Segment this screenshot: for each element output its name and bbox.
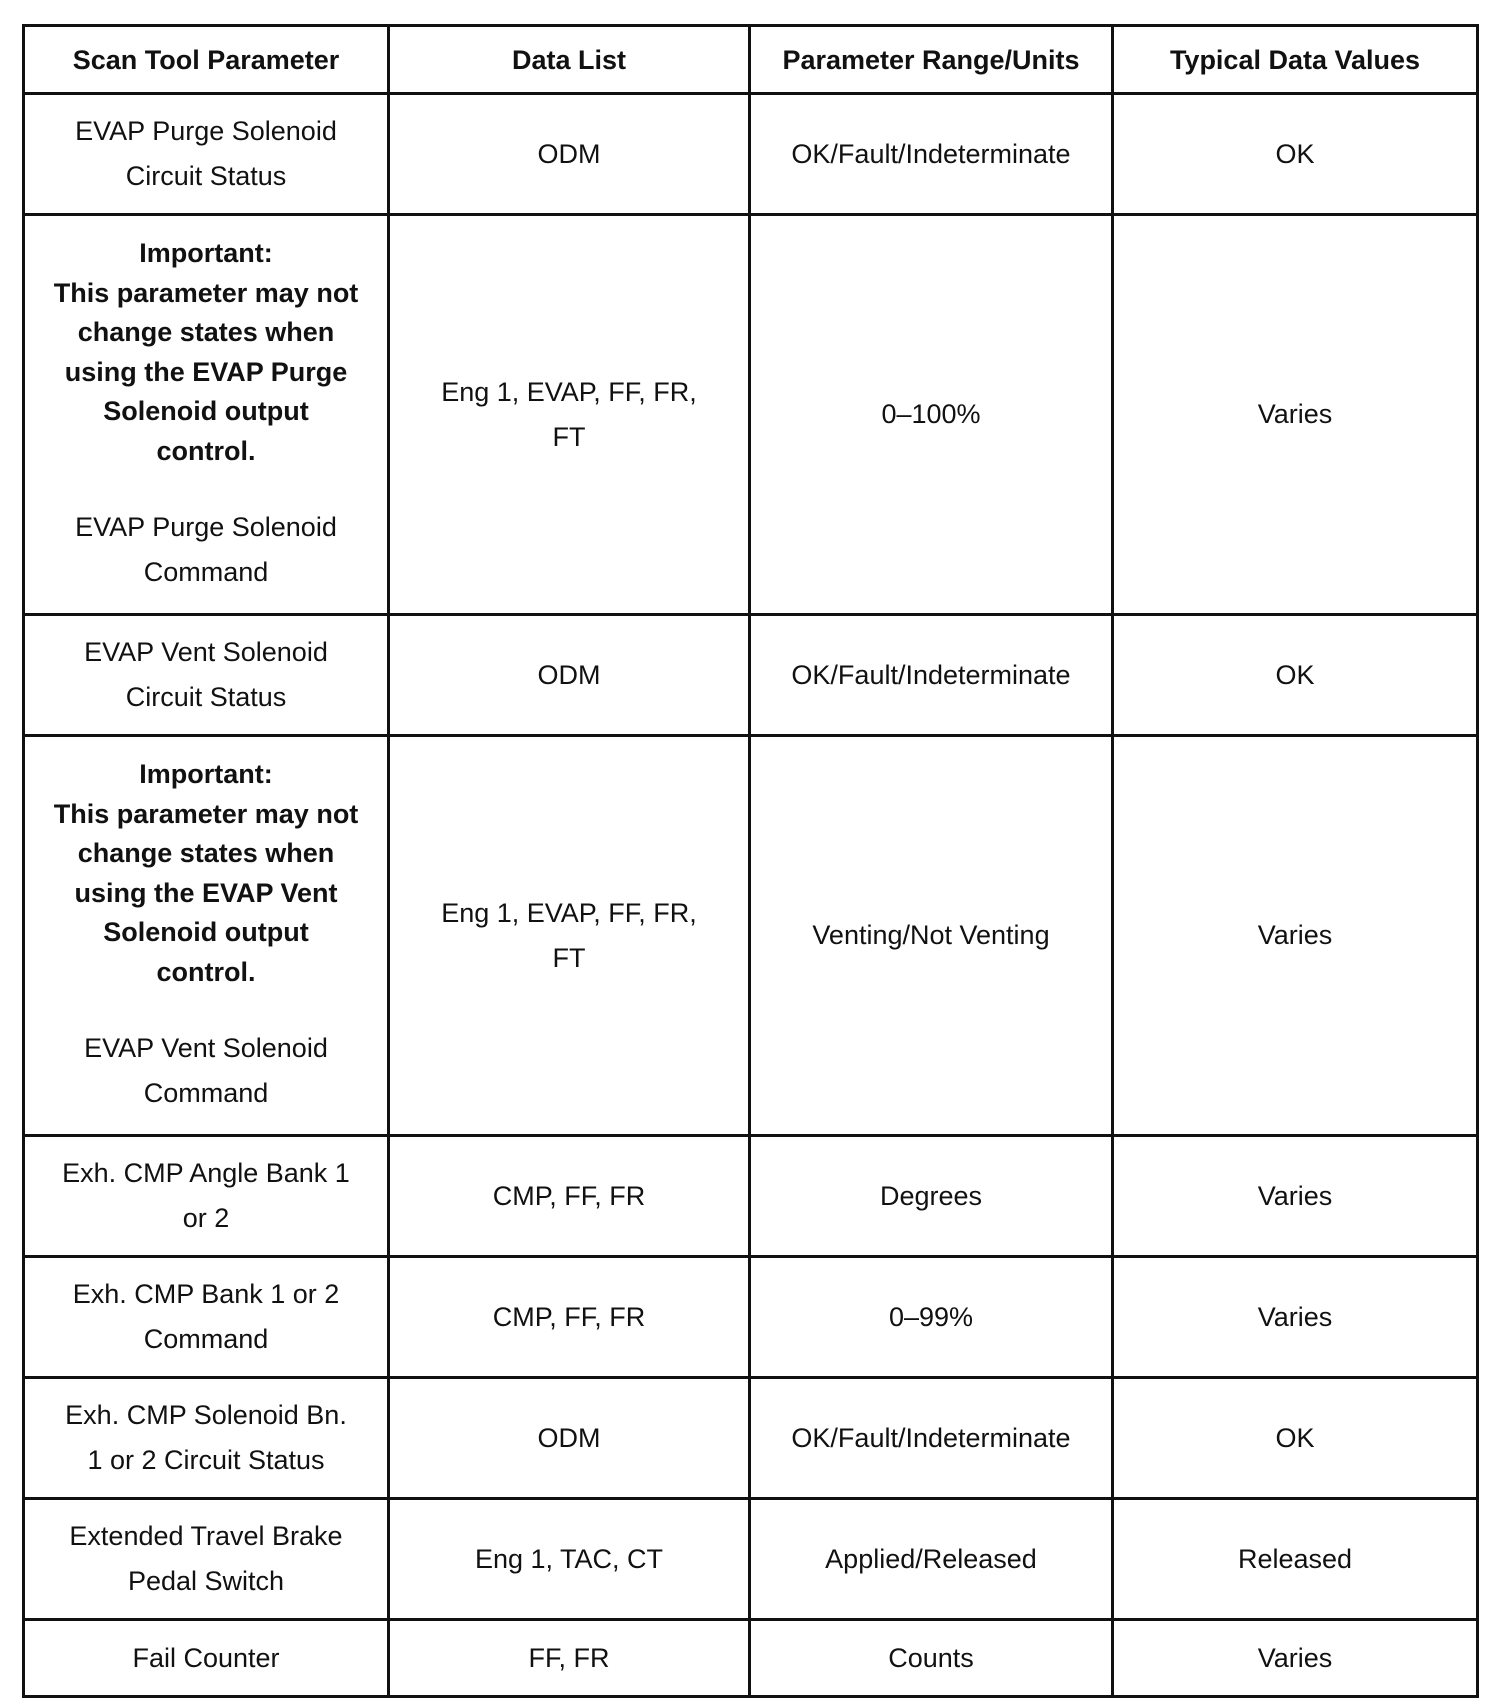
table-row <box>24 1257 1478 1378</box>
table-header-row <box>24 26 1478 94</box>
header-data-list: Data List <box>389 26 750 94</box>
table-row <box>24 1136 1478 1257</box>
cell-data-list: CMP, FF, FR <box>389 1257 750 1378</box>
cell-parameter: EVAP Purge Solenoid Circuit Status <box>24 94 389 215</box>
cell-typical: OK <box>1113 94 1478 215</box>
header-typical-data-values: Typical Data Values <box>1113 26 1478 94</box>
cell-typical: OK <box>1113 615 1478 736</box>
table-row <box>24 615 1478 736</box>
table-row <box>24 1499 1478 1620</box>
important-note: Important: This parameter may not change states when using the EVAP Vent Solenoid output control. <box>53 759 359 987</box>
cell-parameter: Exh. CMP Solenoid Bn. 1 or 2 Circuit Status <box>24 1378 389 1499</box>
cell-typical: Varies <box>1113 1257 1478 1378</box>
cell-typical: Released <box>1113 1499 1478 1620</box>
scan-tool-parameter-table <box>22 24 1479 1698</box>
cell-parameter: Exh. CMP Angle Bank 1 or 2 <box>24 1136 389 1257</box>
parameter-name: EVAP Vent Solenoid Command <box>84 1033 328 1108</box>
cell-typical: Varies <box>1113 215 1478 615</box>
parameter-name: EVAP Purge Solenoid Command <box>75 512 337 587</box>
cell-typical: Varies <box>1113 1136 1478 1257</box>
cell-parameter: Fail Counter <box>24 1620 389 1697</box>
table-row <box>24 1620 1478 1697</box>
cell-range: OK/Fault/Indeterminate <box>750 94 1113 215</box>
table-row <box>24 1378 1478 1499</box>
cell-range: 0–99% <box>750 1257 1113 1378</box>
header-scan-tool-parameter: Scan Tool Parameter <box>24 26 389 94</box>
cell-range: OK/Fault/Indeterminate <box>750 1378 1113 1499</box>
table-row <box>24 94 1478 215</box>
cell-parameter: EVAP Vent Solenoid Circuit Status <box>24 615 389 736</box>
cell-data-list: Eng 1, EVAP, FF, FR, FT <box>389 215 750 615</box>
cell-data-list: ODM <box>389 94 750 215</box>
cell-range: Counts <box>750 1620 1113 1697</box>
cell-range: Applied/Released <box>750 1499 1113 1620</box>
cell-typical: Varies <box>1113 736 1478 1136</box>
cell-data-list: FF, FR <box>389 1620 750 1697</box>
important-note: Important: This parameter may not change states when using the EVAP Purge Solenoid output control. <box>53 238 359 466</box>
cell-parameter: Exh. CMP Bank 1 or 2 Command <box>24 1257 389 1378</box>
cell-typical: OK <box>1113 1378 1478 1499</box>
cell-parameter <box>24 736 389 1136</box>
cell-data-list: Eng 1, EVAP, FF, FR, FT <box>389 736 750 1136</box>
cell-data-list: ODM <box>389 615 750 736</box>
header-parameter-range-units: Parameter Range/Units <box>750 26 1113 94</box>
cell-range: Venting/Not Venting <box>750 736 1113 1136</box>
table-row <box>24 736 1478 1136</box>
cell-typical: Varies <box>1113 1620 1478 1697</box>
table-row <box>24 215 1478 615</box>
cell-data-list: Eng 1, TAC, CT <box>389 1499 750 1620</box>
cell-range: 0–100% <box>750 215 1113 615</box>
cell-range: OK/Fault/Indeterminate <box>750 615 1113 736</box>
cell-data-list: ODM <box>389 1378 750 1499</box>
cell-parameter <box>24 215 389 615</box>
cell-range: Degrees <box>750 1136 1113 1257</box>
cell-data-list: CMP, FF, FR <box>389 1136 750 1257</box>
cell-parameter: Extended Travel Brake Pedal Switch <box>24 1499 389 1620</box>
